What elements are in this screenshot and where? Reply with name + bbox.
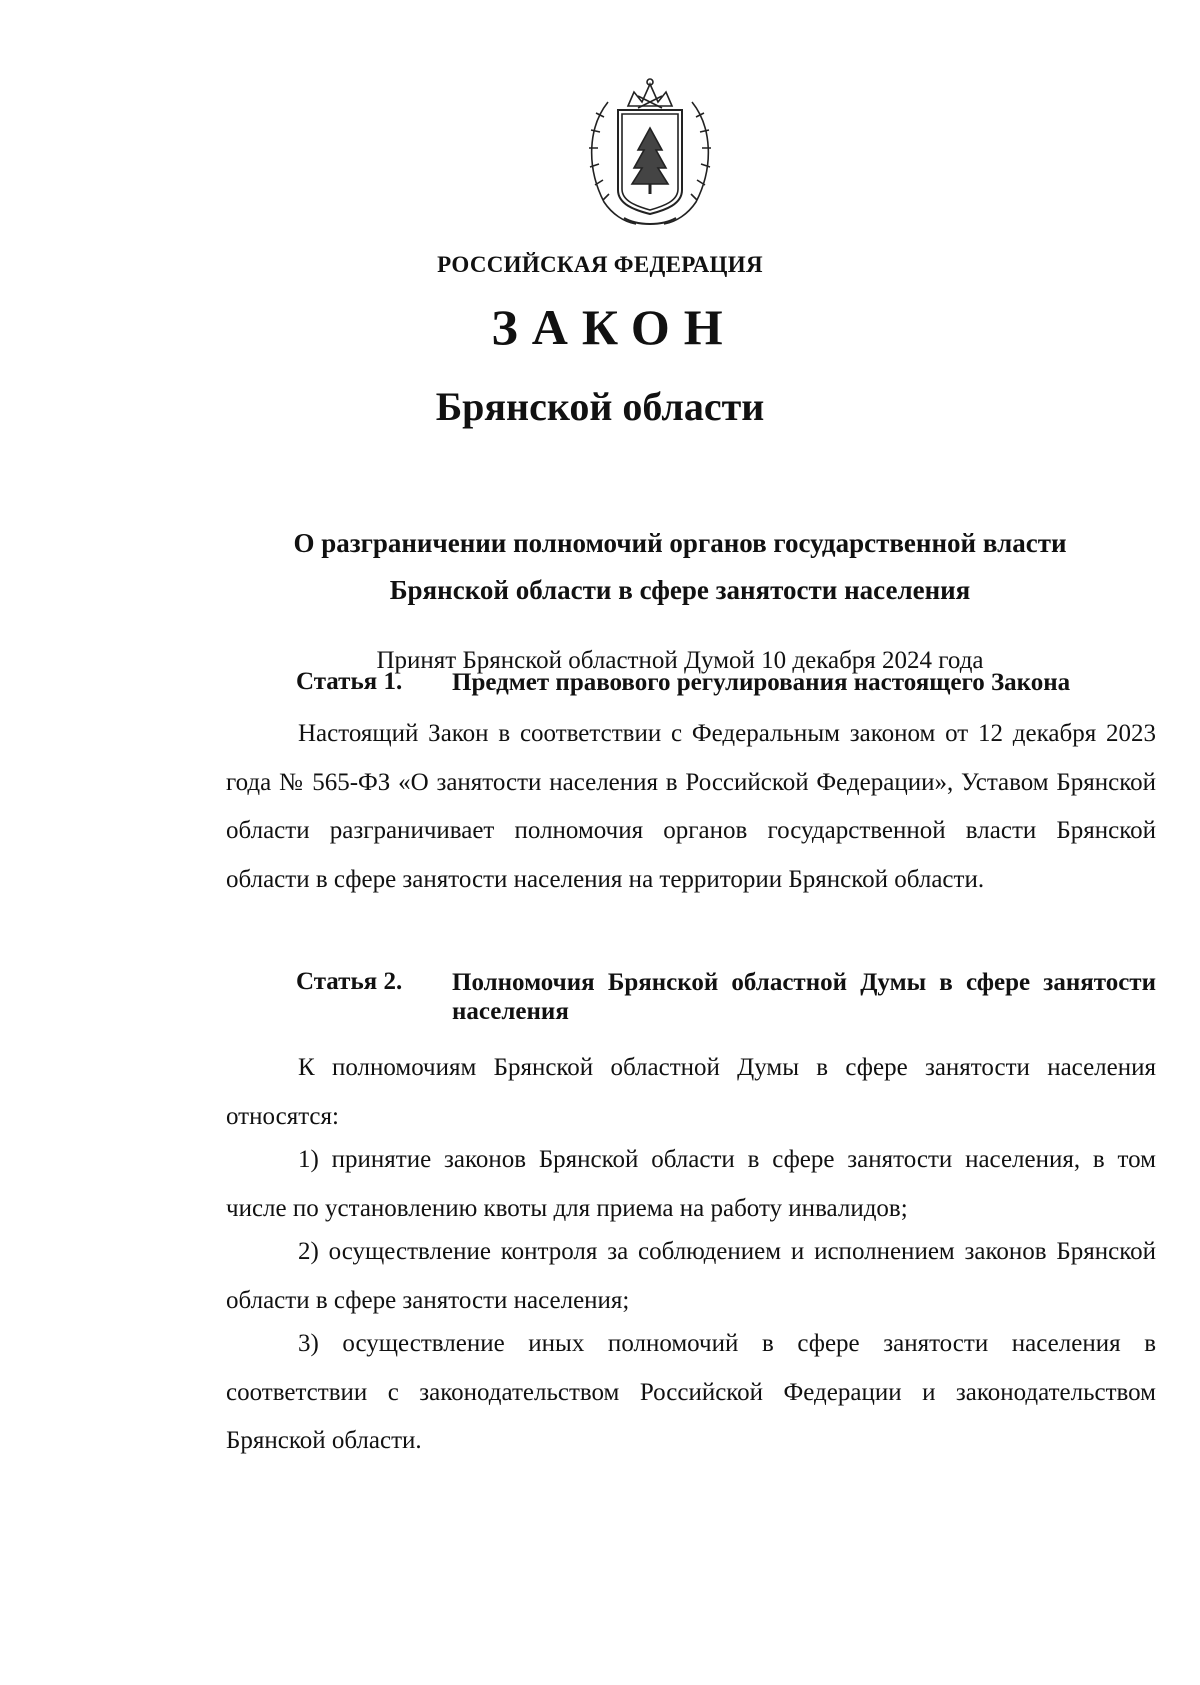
article-1-number: Статья 1.: [296, 668, 403, 695]
article-1-heading: [296, 668, 1156, 700]
document-type-heading: ЗАКОН: [491, 299, 737, 355]
law-title: [220, 520, 1140, 614]
region-heading: Брянской области: [435, 384, 765, 429]
article-2-item-3: 3) осуществление иных полномочий в сфере занятости населения в соответствии с законодательством Российской Федерации и законодательством Брянской области.: [226, 1330, 1156, 1454]
law-title-line-1: О разграничении полномочий органов государственной власти: [293, 528, 1067, 558]
article-2-item-2: 2) осуществление контроля за соблюдением и исполнением законов Брянской области в сфере занятости населения;: [226, 1238, 1156, 1314]
article-1-name: Предмет правового регулирования настоящего Закона: [452, 669, 1071, 696]
adoption-note: Принят Брянской областной Думой 10 декабря 2024 года: [376, 647, 984, 674]
federation-heading: РОССИЙСКАЯ ФЕДЕРАЦИЯ: [437, 252, 763, 277]
coat-of-arms-emblem: [578, 72, 722, 232]
article-2-heading: [296, 968, 1156, 1028]
article-2-number: Статья 2.: [296, 968, 403, 995]
law-title-line-2: Брянской области в сфере занятости населения: [389, 575, 971, 605]
article-2-item-1: 1) принятие законов Брянской области в сфере занятости населения, в том числе по установлению квоты для приема на работу инвалидов;: [226, 1146, 1156, 1222]
article-2-name: Полномочия Брянской областной Думы в сфере занятости населения: [452, 969, 1156, 1025]
article-2-paragraph-1: К полномочиям Брянской областной Думы в сфере занятости населения относятся:: [226, 1054, 1156, 1130]
article-1-paragraph-1: Настоящий Закон в соответствии с Федеральным законом от 12 декабря 2023 года № 565-ФЗ «О занятости населения в Российской Федерации», Уставом Брянской области разграничивает полномочия органов государственной власти Брянской области в сфере занятости населения на территории Брянской области.: [226, 720, 1156, 893]
